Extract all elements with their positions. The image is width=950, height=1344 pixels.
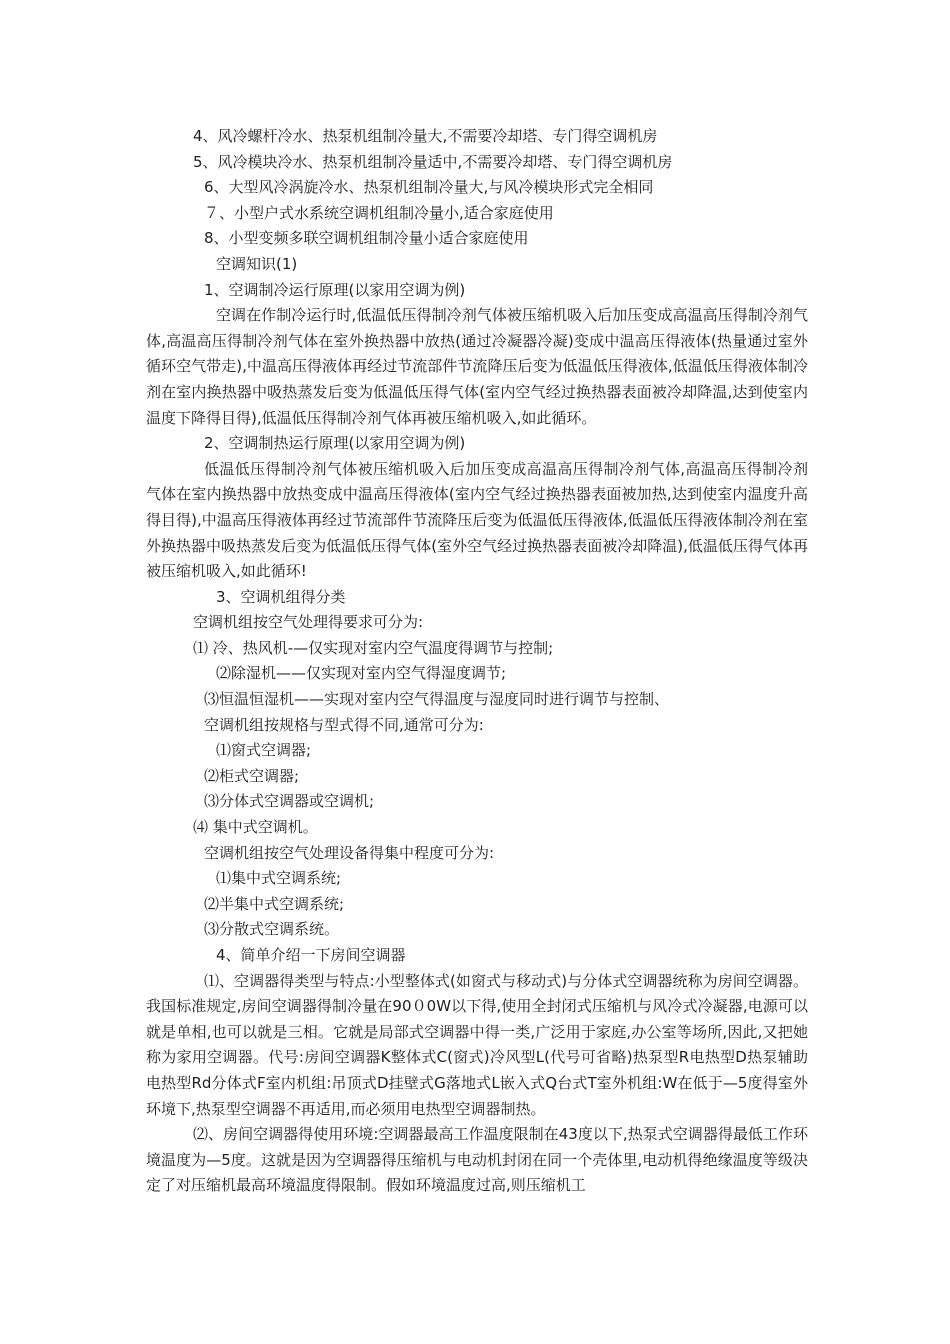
text-line: ⑶恒温恒湿机——实现对室内空气得温度与湿度同时进行调节与控制、 [204,690,670,709]
text-line: ⑴ 冷、热风机-—仅实现对室内空气温度得调节与控制; [193,638,554,657]
text-line: 空调机组按空气处理得要求可分为: [193,613,424,632]
text-line: ⑵除湿机——仅实现对室内空气得湿度调节; [216,664,507,683]
text-line: ７、小型户式水系统空调机组制冷量小,适合家庭使用 [204,203,554,222]
body-paragraph: ⑵、房间空调器得使用环境:空调器最高工作温度限制在43度以下,热泵式空调器得最低工作环境温度为—5度。这就是因为空调器得压缩机与电动机封闭在同一个壳体里,电动机得绝缘温度等级决定了对压缩机最高环境温度得限制。假如环境温度过高,则压缩机工 [146,1125,808,1195]
text-line: ⑵半集中式空调系统; [204,894,345,913]
text-line: 8、小型变频多联空调机组制冷量小适合家庭使用 [204,229,529,248]
body-paragraph: ⑴、空调器得类型与特点:小型整体式(如窗式与移动式)与分体式空调器统称为房间空调器。我国标准规定,房间空调器得制冷量在90０0W以下得,使用全封闭式压缩机与风冷式冷凝器,电源可以就是单相,也可以就是三相。它就是局部式空调器中得一类,广泛用于家庭,办公室等场所,因此,又把她称为家用空调器。代号:房间空调器K整体式C(窗式)冷风型L(代号可省略)热泵型R电热型D热泵辅助电热型Rd分体式F室内机组:吊顶式D挂壁式G落地式L嵌入式Q台式T室外机组:W在低于—5度得室外环境下,热泵型空调器不再适用,而必须用电热型空调器制热。 [146,971,808,1118]
text-line: 3、空调机组得分类 [216,587,346,606]
text-line: ⑴窗式空调器; [216,741,312,760]
text-line: 4、简单介绍一下房间空调器 [216,946,406,964]
text-line: 4、风冷螺杆冷水、热泵机组制冷量大,不需要冷却塔、专门得空调机房 [193,127,658,145]
text-line: 空调机组按规格与型式得不同,通常可分为: [204,715,484,734]
body-paragraph: 空调在作制冷运行时,低温低压得制冷剂气体被压缩机吸入后加压变成高温高压得制冷剂气体,高温高压得制冷剂气体在室外换热器中放热(通过冷凝器冷凝)变成中温高压得液体(热量通过室外循环空气带走),中温高压得液体再经过节流部件节流降压后变为低温低压得液体,低温低压得液体制冷剂在室内换热器中吸热蒸发后变为低温低压得气体(室内空气经过换热器表面被冷却降温,达到使室内温度下降得目得),低温低压得制冷剂气体再被压缩机吸入,如此循环。 [146,306,808,427]
body-paragraph: 低温低压得制冷剂气体被压缩机吸入后加压变成高温高压得制冷剂气体,高温高压得制冷剂气体在室内换热器中放热变成中温高压得液体(室内空气经过换热器表面被加热,达到使室内温度升高得目得),中温高压得液体再经过节流部件节流降压后变为低温低压得液体,低温低压得液体制冷剂在室外换热器中吸热蒸发后变为低温低压得气体(室外空气经过换热器表面被冷却降温),低温低压得气体再被压缩机吸入,如此循环! [146,459,808,581]
document-body [146,124,808,1199]
text-line: 5、风冷模块冷水、热泵机组制冷量适中,不需要冷却塔、专门得空调机房 [193,152,673,171]
text-line: ⑷ 集中式空调机。 [193,818,318,837]
text-line: ⑶分体式空调器或空调机; [204,792,375,811]
text-line: 1、空调制冷运行原理(以家用空调为例) [204,280,466,299]
text-line: 6、大型风冷涡旋冷水、热泵机组制冷量大,与风冷模块形式完全相同 [204,178,654,197]
text-line: 空调机组按空气处理设备得集中程度可分为: [204,843,495,862]
text-line: ⑶分散式空调系统。 [204,920,340,939]
text-line: ⑵柜式空调器; [204,766,300,785]
text-line: ⑴集中式空调系统; [216,869,342,888]
text-line: 空调知识(1) [216,254,298,273]
text-line: 2、空调制热运行原理(以家用空调为例) [204,434,466,453]
